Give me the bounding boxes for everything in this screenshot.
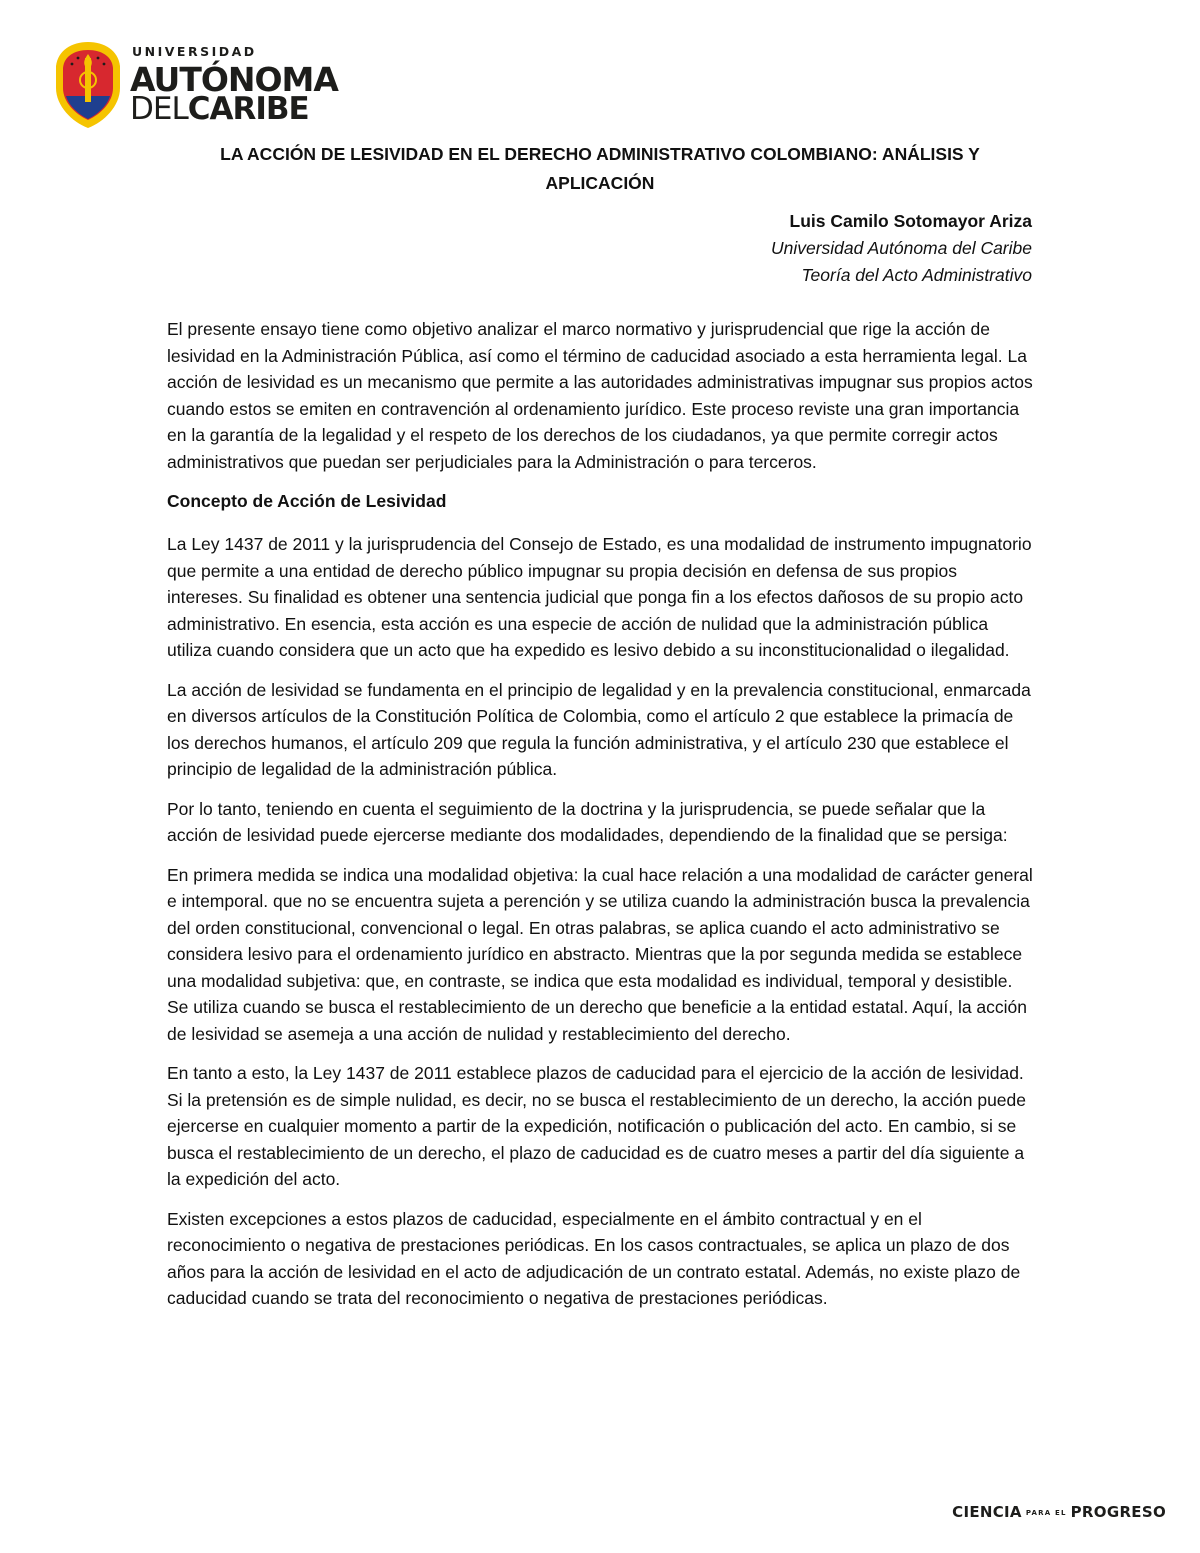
logo-line-autonoma: AUTÓNOMA (130, 59, 338, 99)
logo-caribe: CARIBE (187, 90, 309, 127)
paragraph-1: La Ley 1437 de 2011 y la jurisprudencia del Consejo de Estado, es una modalidad de instrumento impugnatorio que permite a una entidad de derecho público impugnar su propia decisión en defensa de sus propios intereses. Su finalidad es obtener una sentencia judicial que ponga fin a los efectos dañosos de su propio acto administrativo. En esencia, esta acción es una especie de acción de nulidad que la administración pública utiliza cuando considera que un acto que ha expedido es lesivo debido a su inconstitucionalidad o ilegalidad. (167, 534, 1032, 660)
slogan-connector: PARA EL (1025, 1509, 1067, 1517)
slogan-word-ciencia: CIENCIA (952, 1503, 1022, 1521)
title-line-1: LA ACCIÓN DE LESIVIDAD EN EL DERECHO ADMINISTRATIVO COLOMBIANO: ANÁLISIS Y (220, 144, 980, 164)
paragraph-6: Existen excepciones a estos plazos de caducidad, especialmente en el ámbito contractual y en el reconocimiento o negativa de prestaciones periódicas. En los casos contractuales, se aplica un plazo de dos años para la acción de lesividad en el acto de adjudicación de un contrato estatal. Además, no existe plazo de caducidad cuando se trata del reconocimiento o negativa de prestaciones periódicas. (167, 1208, 1021, 1308)
logo-line-del-caribe (130, 90, 338, 127)
paragraph-4: En primera medida se indica una modalidad objetiva: la cual hace relación a una modalidad de carácter general e intemporal. que no se encuentra sujeta a perención y se utiliza cuando la administración busca la prevalencia del orden constitucional, convencional o legal. En otras palabras, se aplica cuando el acto administrativo se considera lesivo para el ordenamiento jurídico en abstracto. Mientras que la por segunda medida se establece una modalidad subjetiva: que, en contraste, se indica que esta modalidad es individual, temporal y desistible. Se utiliza cuando se busca el restablecimiento de un derecho que beneficie a la entidad estatal. Aquí, la acción de lesividad se asemeja a una acción de nulidad y restablecimiento del derecho. (167, 864, 1033, 1044)
title-line-2: APLICACIÓN (545, 173, 655, 193)
intro-paragraph: El presente ensayo tiene como objetivo analizar el marco normativo y jurisprudencial que rige la acción de lesividad en la Administración Pública, así como el término de caducidad asociado a esta herramienta legal. La acción de lesividad es un mecanismo que permite a las autoridades administrativas impugnar sus propios actos cuando estos se emiten en contravención al ordenamiento jurídico. Este proceso reviste una gran importancia en la garantía de la legalidad y el respeto de los derechos de los ciudadanos, ya que permite corregir actos administrativos que puedan ser perjudiciales para la Administración o para terceros. (167, 319, 1033, 472)
footer-slogan (952, 1502, 1166, 1521)
author-block (771, 208, 1032, 289)
logo-wordmark (130, 46, 338, 125)
document-title (168, 140, 1032, 198)
paragraph-2: La acción de lesividad se fundamenta en el principio de legalidad y en la prevalencia constitucional, enmarcada en diversos artículos de la Constitución Política de Colombia, como el artículo 2 que establece la primacía de los derechos humanos, el artículo 209 que regula la función administrativa, y el artículo 230 que establece el principio de legalidad de la administración pública. (167, 679, 1031, 779)
slogan-word-progreso: PROGRESO (1070, 1503, 1166, 1521)
paragraph-5: En tanto a esto, la Ley 1437 de 2011 establece plazos de caducidad para el ejercicio de la acción de lesividad. Si la pretensión es de simple nulidad, es decir, no se busca el restablecimiento de un derecho, la acción puede ejercerse en cualquier momento a partir de la expedición, notificación o publicación del acto. En cambio, si se busca el restablecimiento de un derecho, el plazo de caducidad es de cuatro meses a partir del día siguiente a la expedición del acto. (167, 1063, 1027, 1189)
university-shield-icon (52, 40, 124, 130)
section-heading: Concepto de Acción de Lesividad (167, 491, 447, 511)
author-affiliation: Universidad Autónoma del Caribe (770, 238, 1032, 258)
author-course: Teoría del Acto Administrativo (801, 265, 1032, 285)
university-logo (52, 40, 338, 132)
author-name: Luis Camilo Sotomayor Ariza (789, 211, 1032, 231)
logo-del: DEL (130, 90, 188, 127)
logo-line-universidad: UNIVERSIDAD (132, 44, 257, 59)
paragraph-3: Por lo tanto, teniendo en cuenta el seguimiento de la doctrina y la jurisprudencia, se puede señalar que la acción de lesividad puede ejercerse mediante dos modalidades, dependiendo de la finalidad que se persiga: (167, 798, 1008, 845)
essay-body (167, 316, 1033, 1325)
